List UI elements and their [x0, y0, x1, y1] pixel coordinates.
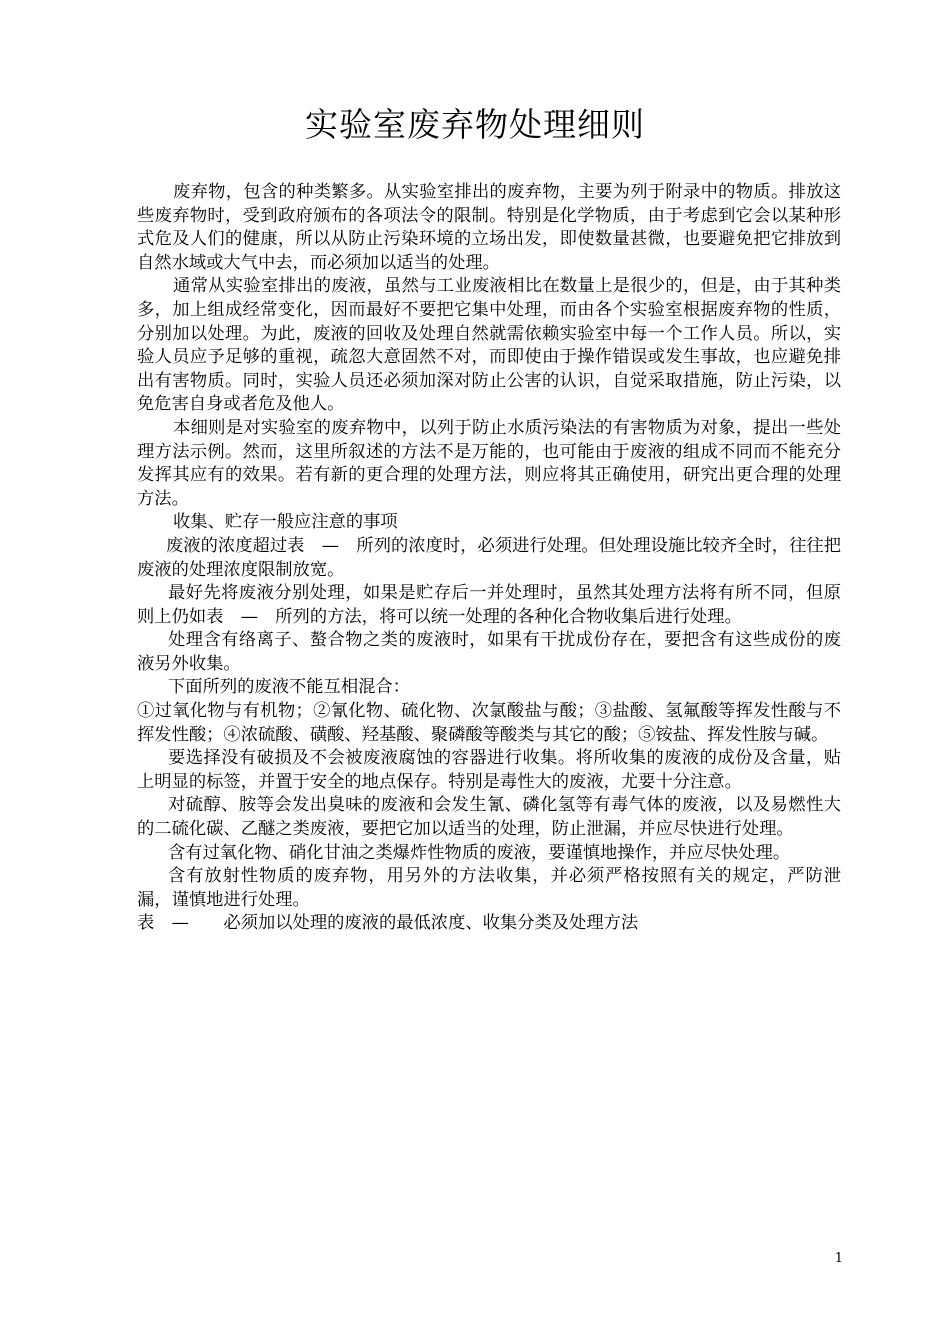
- paragraph-explosive-waste: 含有过氧化物、硝化甘油之类爆炸性物质的废液，要谨慎地操作，并应尽快处理。: [168, 842, 791, 863]
- paragraph-scope-of-rules: 本细则是对实验室的废弃物中，以列于防止水质污染法的有害物质为对象，提出一些处理方法示例。然而，这里所叙述的方法不是万能的，也可能由于废液的组成不同而不能充分发挥其应有的效果。若有新的更合理的处理方法，则应将其正确使用，研究出更合理的处理方法。: [137, 417, 841, 509]
- section-heading-collection-storage: 收集、贮存一般应注意的事项: [173, 512, 398, 533]
- paragraph-no-mixing-intro: 下面所列的废液不能互相混合：: [168, 677, 410, 698]
- table-caption: 表 — 必须加以处理的废液的最低浓度、收集分类及处理方法: [137, 913, 639, 934]
- document-title: 实验室废弃物处理细则: [305, 105, 645, 144]
- paragraph-separate-treatment: 最好先将废液分别处理，如果是贮存后一并处理时，虽然其处理方法将有所不同，但原则上仍如表 — 所列的方法，将可以统一处理的各种化合物收集后进行处理。: [137, 583, 841, 627]
- paragraph-container-labeling: 要选择没有破损及不会被废液腐蚀的容器进行收集。将所收集的废液的成份及含量，贴上明显的标签，并置于安全的地点保存。特别是毒性大的废液，尤要十分注意。: [137, 748, 841, 792]
- paragraph-complex-ions: 处理含有络离子、螯合物之类的废液时，如果有干扰成份存在，要把含有这些成份的废液另外收集。: [137, 630, 841, 674]
- paragraph-radioactive-waste: 含有放射性物质的废弃物，用另外的方法收集，并必须严格按照有关的规定，严防泄漏，谨慎地进行处理。: [137, 866, 841, 910]
- paragraph-concentration-limit: 废液的浓度超过表 — 所列的浓度时，必须进行处理。但处理设施比较齐全时，往往把废液的处理浓度限制放宽。: [137, 535, 841, 580]
- paragraph-lab-waste-liquid: 通常从实验室排出的废液，虽然与工业废液相比在数量上是很少的，但是，由于其种类多，加上组成经常变化，因而最好不要把它集中处理，而由各个实验室根据废弃物的性质，分别加以处理。为此，废液的回收及处理自然就需依赖实验室中每一个工作人员。所以，实验人员应予足够的重视，疏忽大意固然不对，而即使由于操作错误或发生事故，也应避免排出有害物质。同时，实验人员还必须加深对防止公害的认识，自觉采取措施，防止污染，以免危害自身或者危及他人。: [137, 276, 841, 415]
- document-body: [137, 181, 841, 936]
- paragraph-odorous-toxic-waste: 对硫醇、胺等会发出臭味的废液和会发生氰、磷化氢等有毒气体的废液，以及易燃性大的二硫化碳、乙醚之类废液，要把它加以适当的处理，防止泄漏，并应尽快进行处理。: [137, 795, 841, 840]
- paragraph-no-mixing-list: ①过氧化物与有机物；②氰化物、硫化物、次氯酸盐与酸；③盐酸、氢氟酸等挥发性酸与不挥发性酸；④浓硫酸、磺酸、羟基酸、聚磷酸等酸类与其它的酸；⑤铵盐、挥发性胺与碱。: [137, 701, 841, 745]
- page-number: 1: [834, 1251, 843, 1266]
- paragraph-intro-waste-types: 废弃物，包含的种类繁多。从实验室排出的废弃物，主要为列于附录中的物质。排放这些废弃物时，受到政府颁布的各项法令的限制。特别是化学物质，由于考虑到它会以某种形式危及人们的健康，所以从防止污染环境的立场出发，即使数量甚微，也要避免把它排放到自然水域或大气中去，而必须加以适当的处理。: [137, 182, 841, 273]
